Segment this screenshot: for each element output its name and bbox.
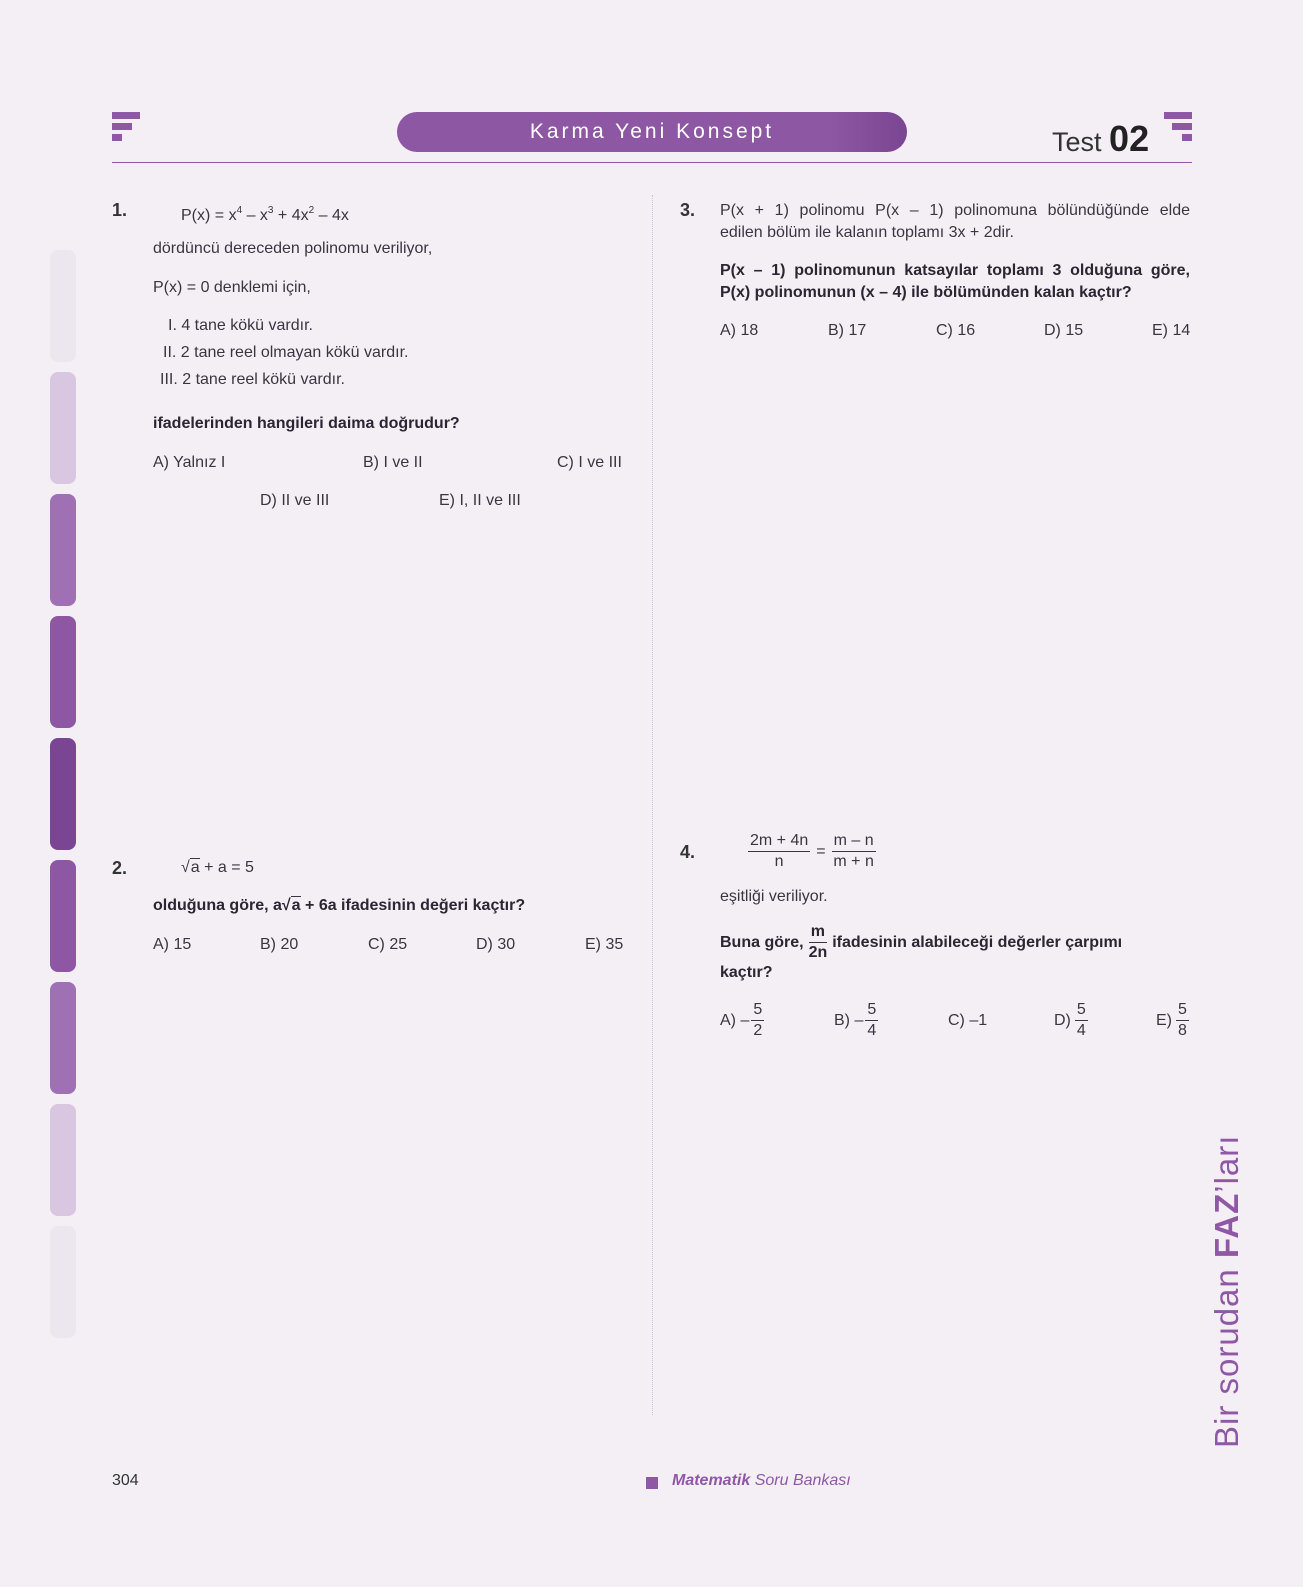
side-tab-2: [50, 372, 76, 484]
q3-option-b[interactable]: B) 17: [828, 322, 867, 339]
q4-equation: $\frac{2m + 4n}{n}$ = $\frac{m - n}{m + n}$: [750, 832, 874, 870]
q1-item-3: III. 2 tane reel kökü vardır.: [160, 371, 345, 388]
q1-item-1: I. 4 tane kökü vardır.: [168, 317, 313, 334]
q1-option-d[interactable]: D) II ve III: [260, 492, 330, 509]
q4-option-e[interactable]: E) $\frac{5}{8}$: [1156, 1001, 1187, 1039]
column-divider: [652, 195, 653, 1415]
q4-question-line2: kaçtır?: [720, 964, 773, 981]
side-tab-5: [50, 738, 76, 850]
test-number: 02: [1109, 118, 1150, 159]
q2-option-d[interactable]: D) 30: [476, 936, 516, 953]
q1-option-a[interactable]: A) Yalnız I: [153, 454, 226, 471]
q3-option-c[interactable]: C) 16: [936, 322, 976, 339]
side-tab-8: [50, 1104, 76, 1216]
q1-line1: dördüncü dereceden polinomu veriliyor,: [153, 240, 433, 257]
q1-line2: P(x) = 0 denklemi için,: [153, 279, 311, 296]
q4-question-fraction: $\frac{m}{2n}$: [808, 923, 828, 961]
q2-question: olduğuna göre, a√a + 6a ifadesinin değeri kaçtır?: [153, 897, 526, 914]
q1-number: 1.: [112, 200, 128, 220]
q4-option-a[interactable]: A) – $\frac{5}{2}$: [720, 1001, 763, 1039]
q3-option-a[interactable]: A) 18: [720, 322, 759, 339]
q4-rhs-fraction: $\frac{m - n}{m + n}$: [833, 832, 874, 870]
q4-line1: eşitliği veriliyor.: [720, 888, 828, 905]
side-tab-9: [50, 1226, 76, 1338]
q3-question-line2: P(x) polinomunun (x – 4) ile bölümünden kalan kaçtır?: [720, 284, 1132, 301]
q2-equation: √a + a = 5: [181, 859, 254, 876]
q4-option-b[interactable]: B) – $\frac{5}{4}$: [834, 1001, 877, 1039]
side-tab-4: [50, 616, 76, 728]
q3-number: 3.: [680, 200, 696, 220]
test-label: [1052, 118, 1149, 160]
footer-brand: Matematik Soru Bankası: [672, 1472, 851, 1489]
q1-option-c[interactable]: C) I ve III: [557, 454, 622, 471]
section-title: Karma Yeni Konsept: [397, 112, 907, 152]
side-tab-7: [50, 982, 76, 1094]
q3-option-d[interactable]: D) 15: [1044, 322, 1084, 339]
q1-option-e[interactable]: E) I, II ve III: [439, 492, 521, 509]
header-divider: [112, 162, 1192, 163]
q4-option-c[interactable]: C) –1: [948, 1012, 988, 1029]
q4-number: 4.: [680, 842, 696, 862]
q2-option-c[interactable]: C) 25: [368, 936, 408, 953]
q2-option-b[interactable]: B) 20: [260, 936, 299, 953]
q1-item-2: II. 2 tane reel olmayan kökü vardır.: [163, 344, 409, 361]
logo-left-icon: [112, 112, 142, 152]
logo-right-icon: [1162, 112, 1192, 152]
test-prefix: Test: [1052, 127, 1102, 157]
q2-option-a[interactable]: A) 15: [153, 936, 192, 953]
q1-question: ifadelerinden hangileri daima doğrudur?: [153, 415, 460, 432]
footer-square-icon: [646, 1477, 658, 1489]
q3-question-line1: P(x – 1) polinomunun katsayılar toplamı 3 olduğuna göre,: [720, 262, 1190, 279]
q3-option-e[interactable]: E) 14: [1152, 322, 1191, 339]
q3-line2: edilen bölüm ile kalanın toplamı 3x + 2dir.: [720, 224, 1014, 241]
q1-option-b[interactable]: B) I ve II: [363, 454, 423, 471]
q4-question: Buna göre, $\frac{m}{2n}$ ifadesinin alabileceği değerler çarpımı: [720, 923, 1123, 961]
q4-option-d[interactable]: D) $\frac{5}{4}$: [1054, 1001, 1086, 1039]
side-tab-6: [50, 860, 76, 972]
q4-lhs-fraction: $\frac{2m + 4n}{n}$: [750, 832, 809, 870]
q1-equation: $P(x) = x^4 - x^3 + 4x^2 - 4x$: [181, 205, 349, 224]
page-number: 304: [112, 1472, 139, 1489]
q2-option-e[interactable]: E) 35: [585, 936, 624, 953]
q3-line1: P(x + 1) polinomu P(x – 1) polinomuna bölündüğünde elde: [720, 202, 1190, 219]
side-tab-1: [50, 250, 76, 362]
q2-number: 2.: [112, 858, 128, 878]
side-tab-3: [50, 494, 76, 606]
side-slogan: Bir sorudan FAZ’ları: [1208, 1134, 1245, 1448]
